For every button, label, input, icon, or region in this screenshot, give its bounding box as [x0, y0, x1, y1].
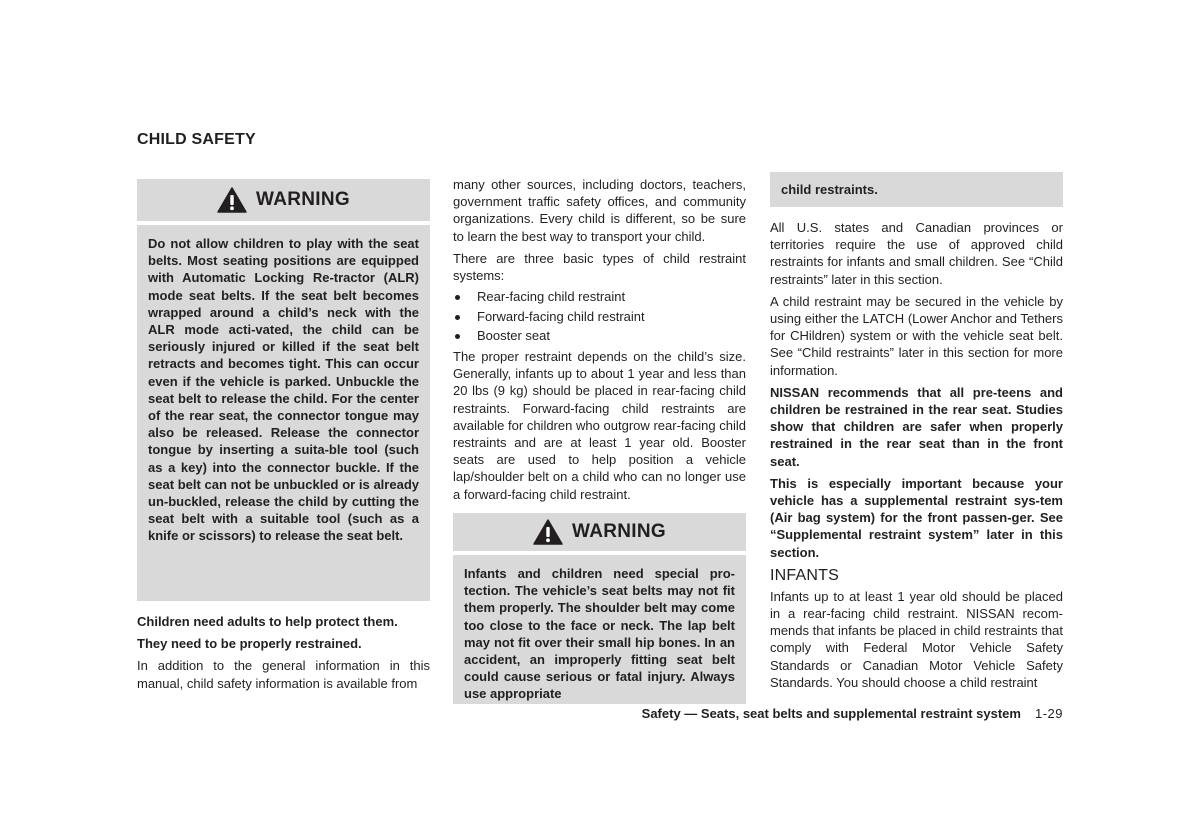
- list-item: Rear-facing child restraint: [453, 287, 746, 307]
- airbag-notice: This is especially important because your vehicle has a supplemental restraint sys-tem (Air bag system) for the front passen-ger. See “Supplemental restraint system” later in this section.: [770, 475, 1063, 560]
- warning-text: Do not allow children to play with the seat belts. Most seating positions are equipped with Automatic Locking Re-tractor (ALR) mode seat belts. If the seat belt becomes wrapped around a child’s neck with the ALR mode acti-vated, the child can be seriously injured or killed if the seat belt retracts and becomes tight. This can occur even if the vehicle is parked. Unbuckle the seat belt to release the child. For the center of the rear seat, the connector tongue may also be released. Release the connector tongue by inserting a suita-ble tool (such as a key) into the connector buckle. If the seat belt can not be unbuckled or is already un-buckled, release the child by cutting the seat belt with a suitable tool (such as a knife or scissors) to release the seat belt.: [148, 236, 419, 544]
- page-title: CHILD SAFETY: [137, 131, 256, 148]
- page-footer: [560, 706, 1063, 721]
- warning-continued-bar: [770, 172, 1063, 207]
- infants-heading: INFANTS: [770, 566, 839, 584]
- rear-seat-recommendation: NISSAN recommends that all pre-teens and children be restrained in the rear seat. Studies show that children are safer when properly restrained in the rear seat than in the front seat.: [770, 384, 1063, 469]
- list-item: Booster seat: [453, 326, 746, 346]
- warning-header: [137, 179, 430, 225]
- restraint-types-intro: There are three basic types of child restraint systems:: [453, 250, 746, 284]
- proper-restraint-paragraph: The proper restraint depends on the child’s size. Generally, infants up to about 1 year and less than 20 lbs (9 kg) should be placed in rear-facing child restraints. Forward-facing child restraints are available for children who outgrow rear-facing child restraints and are at least 1 year old. Booster seats are used to help position a vehicle lap/shoulder belt on a child who can no longer use a forward-facing child restraint.: [453, 349, 746, 502]
- properly-restrained: They need to be properly restrained.: [137, 636, 362, 652]
- latch-paragraph: A child restraint may be secured in the vehicle by using either the LATCH (Lower Anchor and Tethers for CHildren) system or with the vehicle seat belt. See “Child restraints” later in this section for more information.: [770, 293, 1063, 378]
- warning-header: [453, 513, 746, 555]
- warning-continued-text: child restraints.: [781, 182, 878, 197]
- list-item: Forward-facing child restraint: [453, 307, 746, 327]
- warning-triangle-icon: [217, 187, 247, 213]
- page-number: 1-29: [1034, 706, 1063, 721]
- restraint-types-list: [453, 287, 746, 346]
- sources-paragraph: many other sources, including doctors, teachers, government traffic safety offices, and community organizations. Every child is different, so be sure to learn the best way to transport your child.: [453, 177, 746, 244]
- infants-paragraph: Infants up to at least 1 year old should be placed in a rear-facing child restraint. NISSAN recom-mends that infants be placed in child restraints that comply with Federal Motor Vehicle Safety Standards or Canadian Motor Vehicle Safety Standards. You should choose a child restraint: [770, 588, 1063, 690]
- us-canada-paragraph: All U.S. states and Canadian provinces or territories require the use of approved child restraints for infants and small children. See “Child restraints” later in this section.: [770, 220, 1063, 287]
- general-info-paragraph: In addition to the general information in this manual, child safety information is available from: [137, 658, 430, 691]
- warning-text: Infants and children need special pro-tection. The vehicle’s seat belts may not fit them properly. The shoulder belt may come too close to the face or neck. The lap belt may not fit over their small hip bones. In an accident, an improperly fitting seat belt could cause serious or fatal injury. Always use appropriate: [464, 566, 735, 702]
- warning-heading: WARNING: [572, 521, 666, 542]
- footer-section-title: Safety — Seats, seat belts and supplemental restraint system: [641, 706, 1021, 721]
- warning-box: [137, 179, 430, 601]
- children-need-adults: Children need adults to help protect them.: [137, 614, 398, 629]
- warning-box: [453, 513, 746, 704]
- warning-triangle-icon: [533, 519, 563, 545]
- warning-heading: WARNING: [256, 189, 350, 210]
